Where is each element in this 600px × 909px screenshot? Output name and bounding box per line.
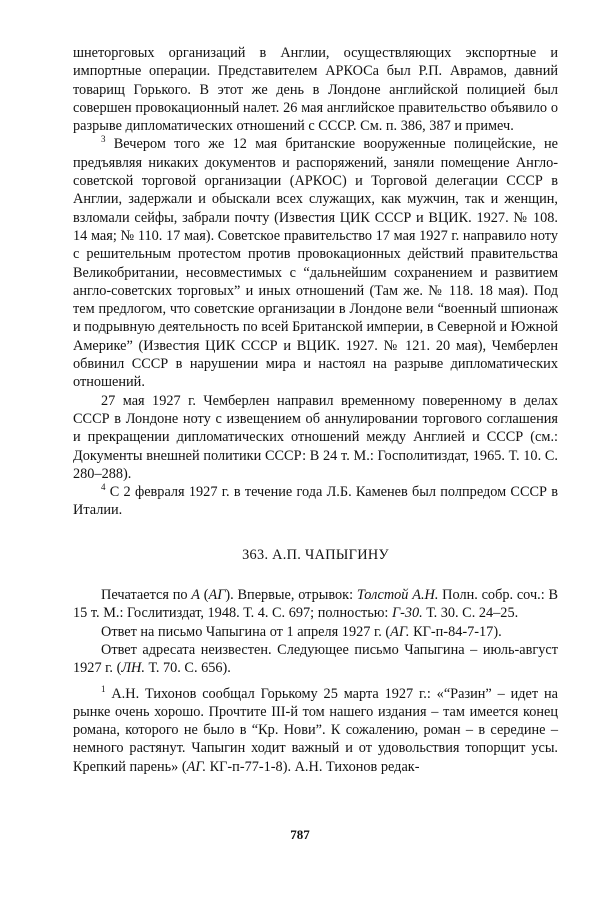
source-note: Печатается по А (АГ). Впервые, отрывок: Толстой А.Н. Полн. собр. соч.: В 15 т. М.: Гослитиздат, 1948. Т. 4. С. 697; полностью: Г-30. Т. 30. С. 24–25. xyxy=(73,587,558,622)
spacer xyxy=(73,678,558,685)
footnote-4-text: С 2 февраля 1927 г. в течение года Л.Б. Каменев был полпредом СССР в Италии. xyxy=(73,484,558,519)
paragraph-ultimatum: 27 мая 1927 г. Чемберлен направил временному поверенному в делах СССР в Лондоне ноту с извещением об аннулировании торгового соглашения и прекращении дипломатических отношений между Англией и СССР (см.: Документы внешней политики СССР: В 24 т. М.: Госполитиздат, 1965. Т. 10. С. 280–288). xyxy=(73,392,558,482)
footnote-1: $^1$ А.Н. Тихонов сообщал Горькому 25 марта 1927 г.: «“Разин” – идет на рынке очень хорошо. Прочтите III-й том нашего издания – там имеется конец романа, которого не было в “Кр. Нови”. К сожалению, роман – в середине – немного растянут. Чапыгин ходит важный и от удовольствия топорщит усы. Крепкий парень» (АГ. КГ-п-77-1-8). А.Н. Тихонов редак- xyxy=(73,683,558,775)
page-body xyxy=(73,44,558,776)
footnote-mark: 1 xyxy=(101,683,106,694)
footnote-mark: 4 xyxy=(101,482,106,493)
footnote-3 xyxy=(73,135,558,391)
footnote-3-text: Вечером того же 12 мая британские вооруженные полицейские, не предъявляя никаких документов и распоряжений, заняли помещение Англо-советской торговой организации (АРКОС) и Торговой делегации СССР в Англии, задержали и обыскали всех служащих, как мужчин, так и женщин, взломали сейфы, забрали почту (Известия ЦИК СССР и ВЦИК. 1927. № 108. 14 мая; № 110. 17 мая). Советское правительство 17 мая 1927 г. направило ноту с решительным протестом против провокационных действий правительства Великобритании, несовместимых с “дальнейшим сохранением и развитием англо-советских торговых” и иных отношений (Там же. № 118. 18 мая). Под тем предлогом, что советские организации в Лондоне вели “военный шпионаж и подрывную деятельность по всей Британской империи, в Северной и Южной Америке” (Известия ЦИК СССР и ВЦИК. 1927. № 121. 20 мая), Чемберлен обвинил СССР в нарушении мира и настоял на разрыве дипломатических отношений. xyxy=(73,136,558,391)
continued-paragraph: шнеторговых организаций в Англии, осуществляющих экспортные и импортные операции. Представителем АРКОСа был Р.П. Аврамов, давний товарищ Горького. В этот же день в Лондоне английской полицией был совершен провокационный налет. 26 мая английское правительство объявило о разрыве дипломатических отношений с СССР. См. п. 386, 387 и примеч. xyxy=(73,45,558,135)
reply-note: Ответ на письмо Чапыгина от 1 апреля 1927 г. (АГ. КГ-п-84-7-17). xyxy=(101,623,502,640)
section-title: 363. А.П. ЧАПЫГИНУ xyxy=(242,546,389,563)
addressee-note: Ответ адресата неизвестен. Следующее письмо Чапыгина – июль-август 1927 г. (ЛН. Т. 70. С. 656). xyxy=(73,641,558,677)
footnote-4 xyxy=(73,483,558,520)
footnote-mark: 3 xyxy=(101,134,106,145)
page-number: 787 xyxy=(290,827,310,842)
